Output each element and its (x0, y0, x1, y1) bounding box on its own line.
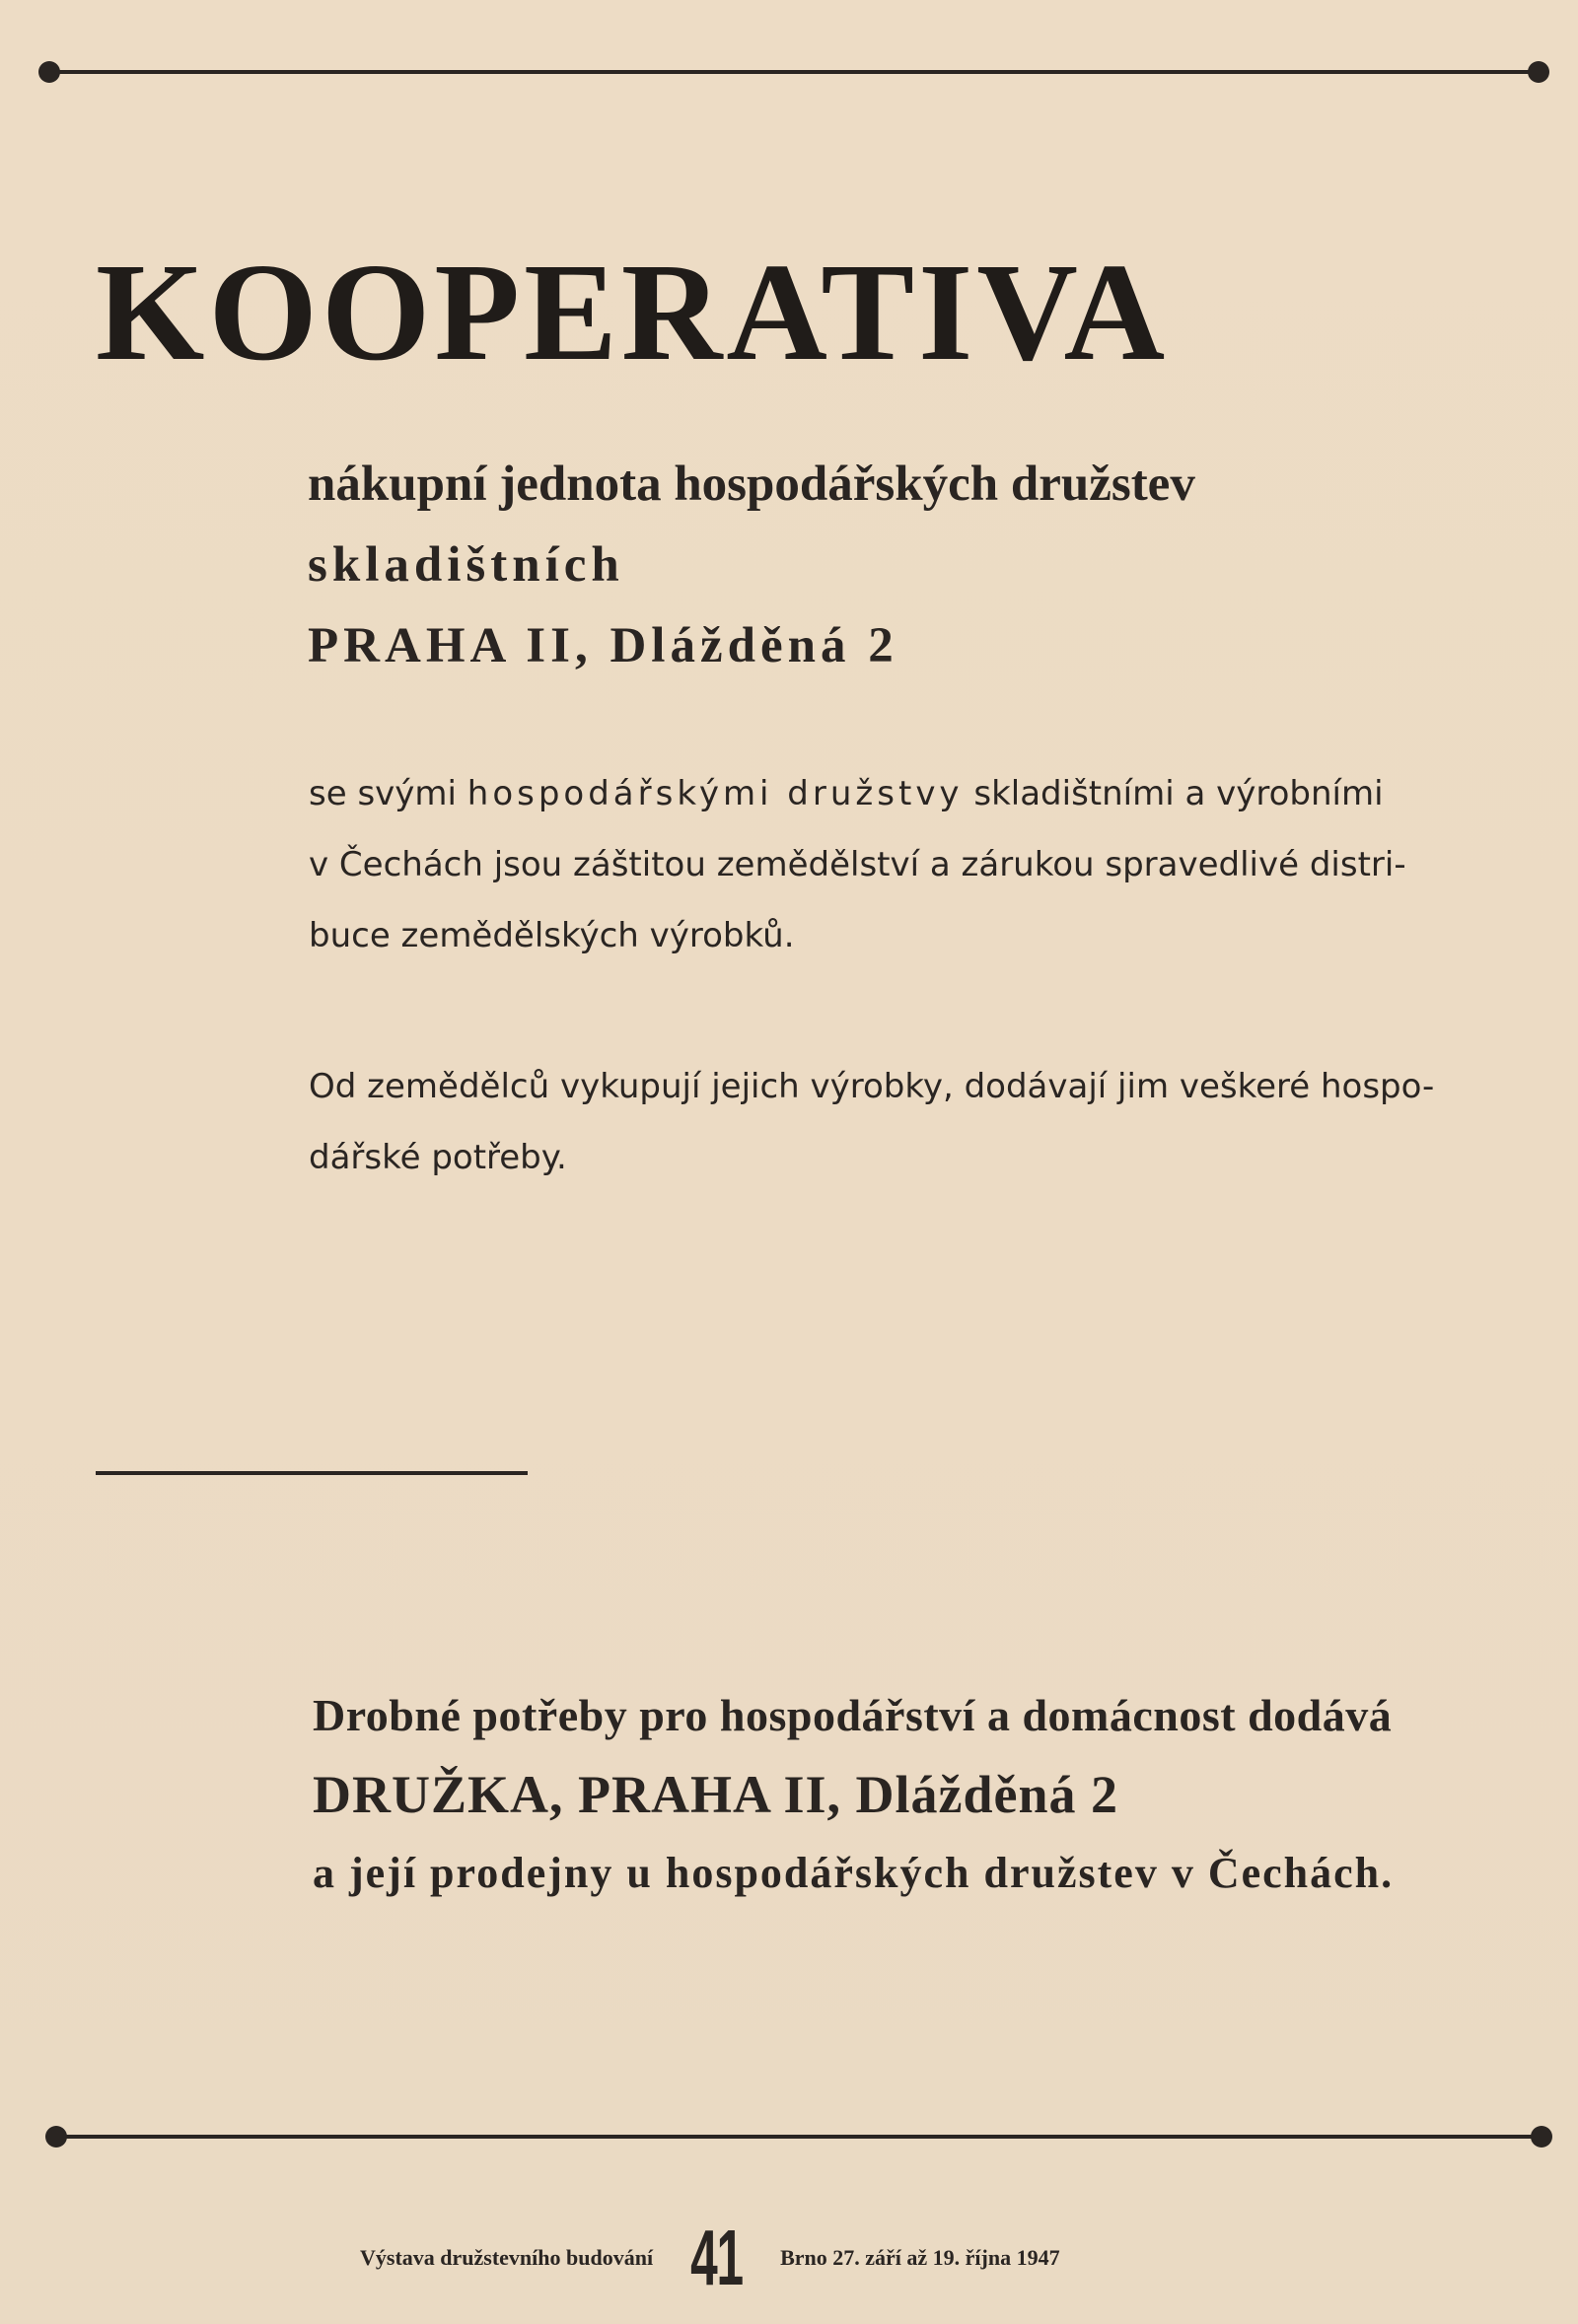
druzka-block (313, 1676, 1536, 1913)
top-decorative-rule (49, 70, 1539, 74)
druzka-line-1: Drobné potřeby pro hospodářství a domácnost dodává (313, 1690, 1393, 1740)
footer-place-date: Brno 27. září až 19. října 1947 (780, 2245, 1060, 2270)
paragraph-1 (309, 758, 1502, 971)
paragraph-2-line-2: dářské potřeby. (309, 1138, 567, 1177)
druzka-line-3: a její prodejny u hospodářských družstev v Čechách. (313, 1849, 1395, 1897)
page-title: KOOPERATIVA (96, 234, 1170, 389)
paragraph-1-line-3: buce zemědělských výrobků. (309, 916, 795, 955)
paragraph-1-line-1 (309, 758, 1502, 829)
organization-block (308, 444, 1531, 686)
section-divider (96, 1471, 528, 1475)
organization-address: PRAHA II, Dlážděná 2 (308, 618, 898, 673)
footer-exhibition-name: Výstava družstevního budování (360, 2245, 654, 2270)
paragraph-1-line-1-b: hospodářskými družstvy (466, 774, 964, 813)
paragraph-1-line-1-a: se svými (309, 774, 457, 813)
paragraph-2 (309, 1051, 1502, 1193)
druzka-address: DRUŽKA, PRAHA II, Dlážděná 2 (313, 1765, 1119, 1824)
bottom-decorative-rule (56, 2135, 1542, 2139)
paragraph-2-line-1: Od zemědělců vykupují jejich výrobky, dodávají jim veškeré hospo- (309, 1067, 1435, 1106)
page-footer (360, 2214, 1060, 2301)
paragraph-1-line-2: v Čechách jsou záštitou zemědělství a zárukou spravedlivé distri- (309, 845, 1406, 884)
organization-line-2: skladištních (308, 537, 624, 593)
page-number: 41 (690, 2214, 743, 2301)
organization-line-1: nákupní jednota hospodářských družstev (308, 457, 1195, 512)
paragraph-1-line-1-c: skladištními a výrobními (973, 774, 1384, 813)
